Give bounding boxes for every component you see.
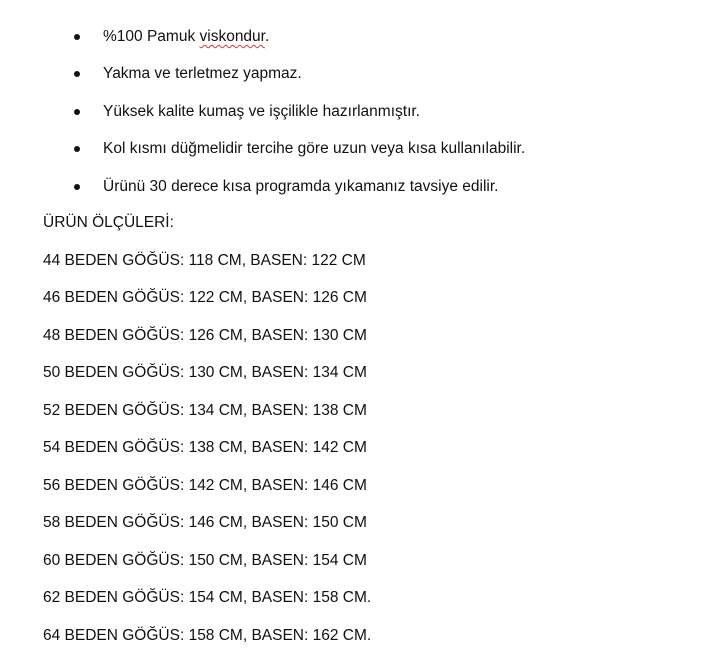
size-line: 56 BEDEN GÖĞÜS: 142 CM, BASEN: 146 CM [43, 477, 367, 494]
sizes-heading: ÜRÜN ÖLÇÜLERİ: [43, 214, 174, 231]
bullet-text-suffix: . [264, 28, 270, 45]
bullet-icon [74, 184, 80, 190]
size-line: 64 BEDEN GÖĞÜS: 158 CM, BASEN: 162 CM. [43, 627, 372, 644]
bullet-text: Yakma ve terletmez yapmaz. [103, 65, 302, 82]
bullet-icon [74, 109, 80, 115]
size-line: 60 BEDEN GÖĞÜS: 150 CM, BASEN: 154 CM [43, 552, 367, 569]
size-line: 62 BEDEN GÖĞÜS: 154 CM, BASEN: 158 CM. [43, 589, 372, 606]
size-line: 58 BEDEN GÖĞÜS: 146 CM, BASEN: 150 CM [43, 514, 367, 531]
size-line: 52 BEDEN GÖĞÜS: 134 CM, BASEN: 138 CM [43, 402, 367, 419]
bullet-text: Yüksek kalite kumaş ve işçilikle hazırlanmıştır. [103, 103, 420, 120]
size-line: 50 BEDEN GÖĞÜS: 130 CM, BASEN: 134 CM [43, 364, 367, 381]
bullet-icon [74, 34, 80, 40]
bullet-text: Ürünü 30 derece kısa programda yıkamanız tavsiye edilir. [103, 178, 499, 195]
size-line: 44 BEDEN GÖĞÜS: 118 CM, BASEN: 122 CM [43, 252, 366, 269]
misspelled-word[interactable]: viskondur [199, 28, 265, 45]
bullet-icon [74, 71, 80, 77]
size-line: 46 BEDEN GÖĞÜS: 122 CM, BASEN: 126 CM [43, 289, 367, 306]
bullet-icon [74, 146, 80, 152]
bullet-text: Kol kısmı düğmelidir tercihe göre uzun veya kısa kullanılabilir. [103, 140, 526, 157]
size-line: 54 BEDEN GÖĞÜS: 138 CM, BASEN: 142 CM [43, 439, 367, 456]
bullet-text [103, 26, 269, 48]
bullet-text-prefix: %100 Pamuk [103, 28, 200, 45]
size-line: 48 BEDEN GÖĞÜS: 126 CM, BASEN: 130 CM [43, 327, 367, 344]
